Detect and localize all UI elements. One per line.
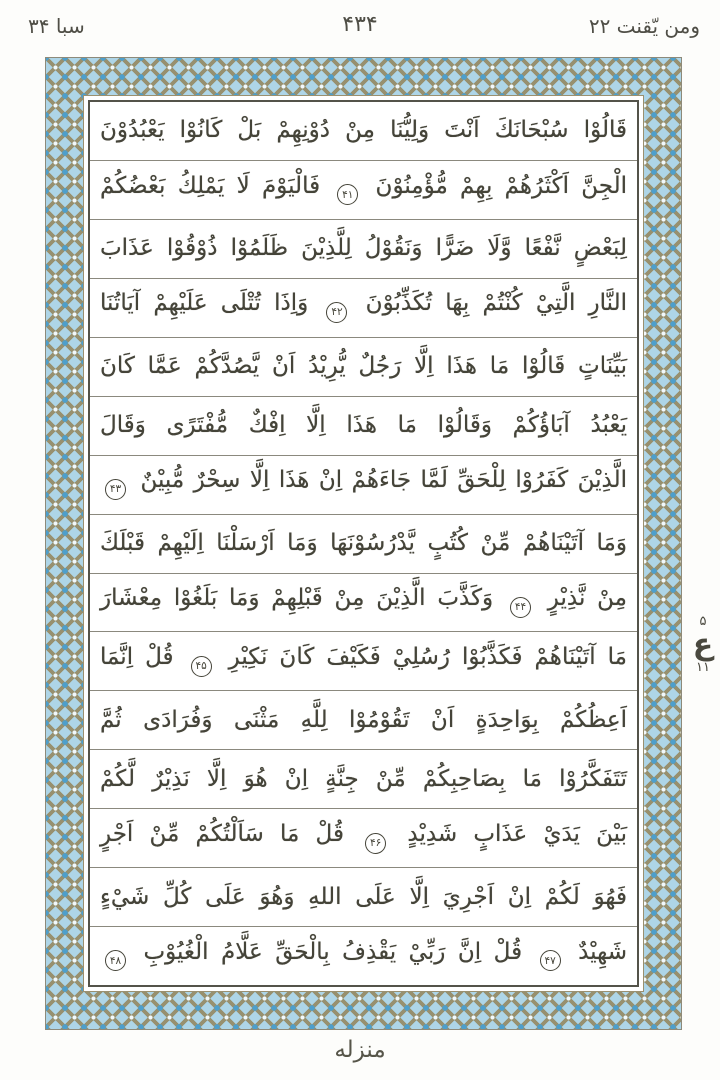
ayah-text bbox=[90, 883, 637, 910]
ayah-text-segment: وَمَا آتَيْنَاهُمْ مِّنْ كُتُبٍ يَّدْرُسُوْنَهَا وَمَا اَرْسَلْنَا اِلَيْهِمْ قَبْلَكَ bbox=[100, 530, 627, 557]
ayah-text-segment: يَعْبُدُ آبَاؤُكُمْ وَقَالُوْا مَا هَذَا اِلَّا اِفْكٌ مُّفْتَرًى وَقَالَ bbox=[100, 412, 627, 439]
ayah-end-marker: ۴۳ bbox=[105, 479, 126, 500]
ayah-end-marker: ۴۴ bbox=[510, 597, 531, 618]
ayah-text-segment: وَكَذَّبَ الَّذِيْنَ مِنْ قَبْلِهِمْ وَمَا بَلَغُوْا مِعْشَارَ bbox=[100, 585, 505, 612]
ayah-text bbox=[90, 587, 637, 618]
ayah-text-segment: وَاِذَا تُتْلَى عَلَيْهِمْ آيَاتُنَا bbox=[100, 290, 322, 317]
ayah-text-segment: قُلْ اِنَّ رَبِّيْ يَقْذِفُ بِالْحَقِّ عَلَّامُ الْغُيُوْبِ bbox=[131, 938, 535, 965]
quran-lines bbox=[88, 100, 639, 987]
quran-line bbox=[90, 750, 637, 809]
quran-line bbox=[90, 574, 637, 633]
ayah-text bbox=[90, 469, 637, 500]
ruku-number-bottom: ۱۱ bbox=[696, 659, 710, 675]
quran-line bbox=[90, 927, 637, 985]
ruku-number-top: ۵ bbox=[699, 614, 707, 629]
quran-line bbox=[90, 279, 637, 338]
ayah-end-marker: ۴۷ bbox=[540, 950, 561, 971]
ayah-text-segment: مِنْ نَّذِيْرٍ bbox=[535, 585, 627, 612]
ayah-text bbox=[90, 765, 637, 792]
ayah-text-segment: النَّارِ الَّتِيْ كُنْتُمْ بِهَا تُكَذِّبُوْنَ bbox=[352, 290, 628, 317]
quran-line bbox=[90, 868, 637, 927]
ayah-text bbox=[90, 355, 637, 378]
decorative-border bbox=[45, 57, 682, 1030]
border-inner-margin bbox=[83, 95, 644, 992]
ayah-text bbox=[90, 820, 637, 854]
ayah-text-segment: فَهُوَ لَكُمْ اِنْ اَجْرِيَ اِلَّا عَلَى اللهِ وَهُوَ عَلَى كُلِّ شَيْءٍ bbox=[100, 883, 627, 910]
ayah-text bbox=[90, 938, 637, 972]
ayah-text-segment: الْجِنَّ اَكْثَرُهُمْ بِهِمْ مُّؤْمِنُوْنَ bbox=[363, 172, 627, 199]
ayah-text-segment: لِبَعْضٍ نَّفْعًا وَّلَا ضَرًّا وَنَقُوْلُ لِلَّذِيْنَ ظَلَمُوْا ذُوْقُوْا عَذَابَ bbox=[100, 235, 627, 262]
quran-line bbox=[90, 338, 637, 397]
ayah-text bbox=[90, 292, 637, 323]
ayah-end-marker: ۴۱ bbox=[337, 184, 358, 205]
ayah-text-segment: اَعِظُكُمْ بِوَاحِدَةٍ اَنْ تَقُوْمُوْا لِلَّهِ مَثْنَى وَفُرَادَى ثُمَّ bbox=[100, 706, 627, 733]
quran-line bbox=[90, 220, 637, 279]
ayah-end-marker: ۴۵ bbox=[191, 656, 212, 677]
page-header bbox=[0, 10, 720, 50]
ayah-text-segment: شَهِيْدٌ bbox=[565, 938, 627, 965]
ayah-text-segment: مَا آتَيْنَاهُمْ فَكَذَّبُوْا رُسُلِيْ فَكَيْفَ كَانَ نَكِيْرِ bbox=[216, 644, 627, 671]
header-surah-label: سبا ۳۴ bbox=[28, 14, 85, 38]
catchword: منزله bbox=[334, 1037, 386, 1063]
ayah-text bbox=[90, 532, 637, 555]
ayah-end-marker: ۴۸ bbox=[105, 950, 126, 971]
header-juz-label: ومن يّقنت ۲۲ bbox=[588, 14, 700, 38]
quran-line bbox=[90, 515, 637, 574]
quran-line bbox=[90, 397, 637, 456]
ayah-text bbox=[90, 172, 637, 206]
quran-line bbox=[90, 161, 637, 220]
quran-line bbox=[90, 102, 637, 161]
quran-line bbox=[90, 456, 637, 515]
ayah-text-segment: الَّذِيْنَ كَفَرُوْا لِلْحَقِّ لَمَّا جَاءَهُمْ اِنْ هَذَا اِلَّا سِحْرٌ مُّبِيْنٌ bbox=[131, 467, 627, 494]
ayah-text-segment: بَيِّنَاتٍ قَالُوْا مَا هَذَا اِلَّا رَجُلٌ يُّرِيْدُ اَنْ يَّصُدَّكُمْ عَمَّا كَانَ bbox=[100, 353, 627, 380]
ayah-text bbox=[90, 414, 637, 437]
ayah-text-segment: قُلْ مَا سَاَلْتُكُمْ مِّنْ اَجْرٍ bbox=[100, 820, 361, 847]
ayah-end-marker: ۴۲ bbox=[326, 302, 347, 323]
ayah-text-segment: قُلْ اِنَّمَا bbox=[100, 644, 186, 671]
ayah-text bbox=[90, 706, 637, 733]
ruku-marker bbox=[688, 615, 718, 675]
quran-line bbox=[90, 691, 637, 750]
ayah-text-segment: تَتَفَكَّرُوْا مَا بِصَاحِبِكُمْ مِّنْ جِنَّةٍ اِنْ هُوَ اِلَّا نَذِيْرٌ لَّكُمْ bbox=[100, 765, 627, 792]
ayah-text-segment: بَيْنَ يَدَيْ عَذَابٍ شَدِيْدٍ bbox=[391, 820, 627, 847]
ayah-text bbox=[90, 646, 637, 677]
ayah-text-segment: قَالُوْا سُبْحَانَكَ اَنْتَ وَلِيُّنَا مِنْ دُوْنِهِمْ بَلْ كَانُوْا يَعْبُدُوْنَ bbox=[100, 117, 627, 144]
ruku-ain-icon: ع bbox=[692, 627, 714, 663]
ayah-end-marker: ۴۶ bbox=[365, 833, 386, 854]
ayah-text-segment: فَالْيَوْمَ لَا يَمْلِكُ بَعْضُكُمْ bbox=[100, 172, 333, 199]
quran-line bbox=[90, 632, 637, 691]
ayah-text bbox=[90, 119, 637, 142]
header-page-number: ۴۳۴ bbox=[342, 12, 378, 37]
ayah-text bbox=[90, 237, 637, 260]
quran-line bbox=[90, 809, 637, 868]
